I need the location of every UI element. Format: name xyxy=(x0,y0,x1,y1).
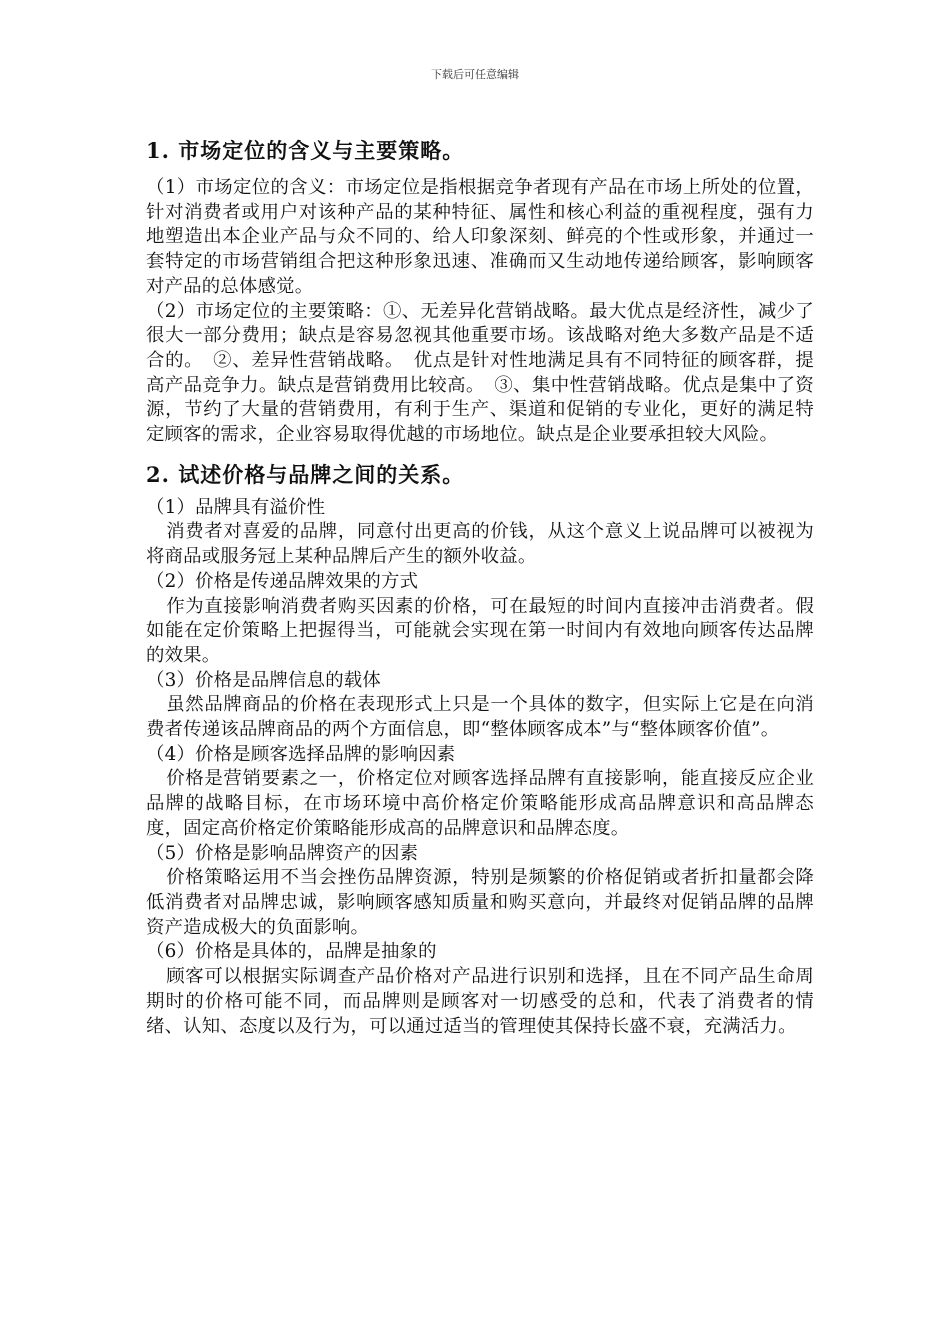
item-title: （5）价格是影响品牌资产的因素 xyxy=(146,842,419,864)
item-title: （2）价格是传递品牌效果的方式 xyxy=(146,570,419,592)
section-price-brand xyxy=(146,460,814,1039)
section-heading: 2. 试述价格与品牌之间的关系。 xyxy=(146,461,465,487)
item-body: 作为直接影响消费者购买因素的价格，可在最短的时间内直接冲击消费者。假如能在定价策略上把握得当，可能就会实现在第一时间内有效地向顾客传达品牌的效果。 xyxy=(146,595,814,666)
item-body: 消费者对喜爱的品牌，同意付出更高的价钱，从这个意义上说品牌可以被视为将商品或服务冠上某种品牌后产生的额外收益。 xyxy=(146,521,814,568)
paragraph-strategies: （2）市场定位的主要策略：①、无差异化营销战略。最大优点是经济性，减少了很大一部分费用；缺点是容易忽视其他重要市场。该战略对绝大多数产品是不适合的。 ②、差异性营销战略。 优点是针对性地满足具有不同特征的顾客群，提高产品竞争力。缺点是营销费用比较高。 ③、集中性营销战略。优点是集中了资源，节约了大量的营销费用，有利于生产、渠道和促销的专业化，更好的满足特定顾客的需求，企业容易取得优越的市场地位。缺点是企业要承担较大风险。 xyxy=(146,300,814,446)
item-title: （1）品牌具有溢价性 xyxy=(146,496,326,518)
item-body: 顾客可以根据实际调查产品价格对产品进行识别和选择，且在不同产品生命周期时的价格可能不同，而品牌则是顾客对一切感受的总和，代表了消费者的情绪、认知、态度以及行为，可以通过适当的管理使其保持长盛不衰，充满活力。 xyxy=(146,966,814,1037)
paragraph-definition: （1）市场定位的含义：市场定位是指根据竞争者现有产品在市场上所处的位置，针对消费者或用户对该种产品的某种特征、属性和核心利益的重视程度，强有力地塑造出本企业产品与众不同的、给人印象深刻、鲜亮的个性或形象，并通过一套特定的市场营销组合把这种形象迅速、准确而又生动地传递给顾客，影响顾客对产品的总体感觉。 xyxy=(146,177,814,297)
section-market-positioning xyxy=(146,136,814,448)
document-body xyxy=(146,136,814,1039)
item-title: （4）价格是顾客选择品牌的影响因素 xyxy=(146,743,456,765)
item-body: 虽然品牌商品的价格在表现形式上只是一个具体的数字，但实际上它是在向消费者传递该品牌商品的两个方面信息，即“整体顾客成本”与“整体顾客价值”。 xyxy=(146,694,814,741)
header-note: 下载后可任意编辑 xyxy=(431,68,519,81)
item-title: （6）价格是具体的，品牌是抽象的 xyxy=(146,941,437,963)
section-heading: 1. 市场定位的含义与主要策略。 xyxy=(146,138,465,163)
item-body: 价格是营销要素之一，价格定位对顾客选择品牌有直接影响，能直接反应企业品牌的战略目标，在市场环境中高价格定价策略能形成高品牌意识和高品牌态度，固定高价格定价策略能形成高的品牌意识和品牌态度。 xyxy=(146,768,814,839)
item-title: （3）价格是品牌信息的载体 xyxy=(146,669,381,691)
item-body: 价格策略运用不当会挫伤品牌资源，特别是频繁的价格促销或者折扣量都会降低消费者对品牌忠诚，影响顾客感知质量和购买意向，并最终对促销品牌的品牌资产造成极大的负面影响。 xyxy=(146,867,814,938)
